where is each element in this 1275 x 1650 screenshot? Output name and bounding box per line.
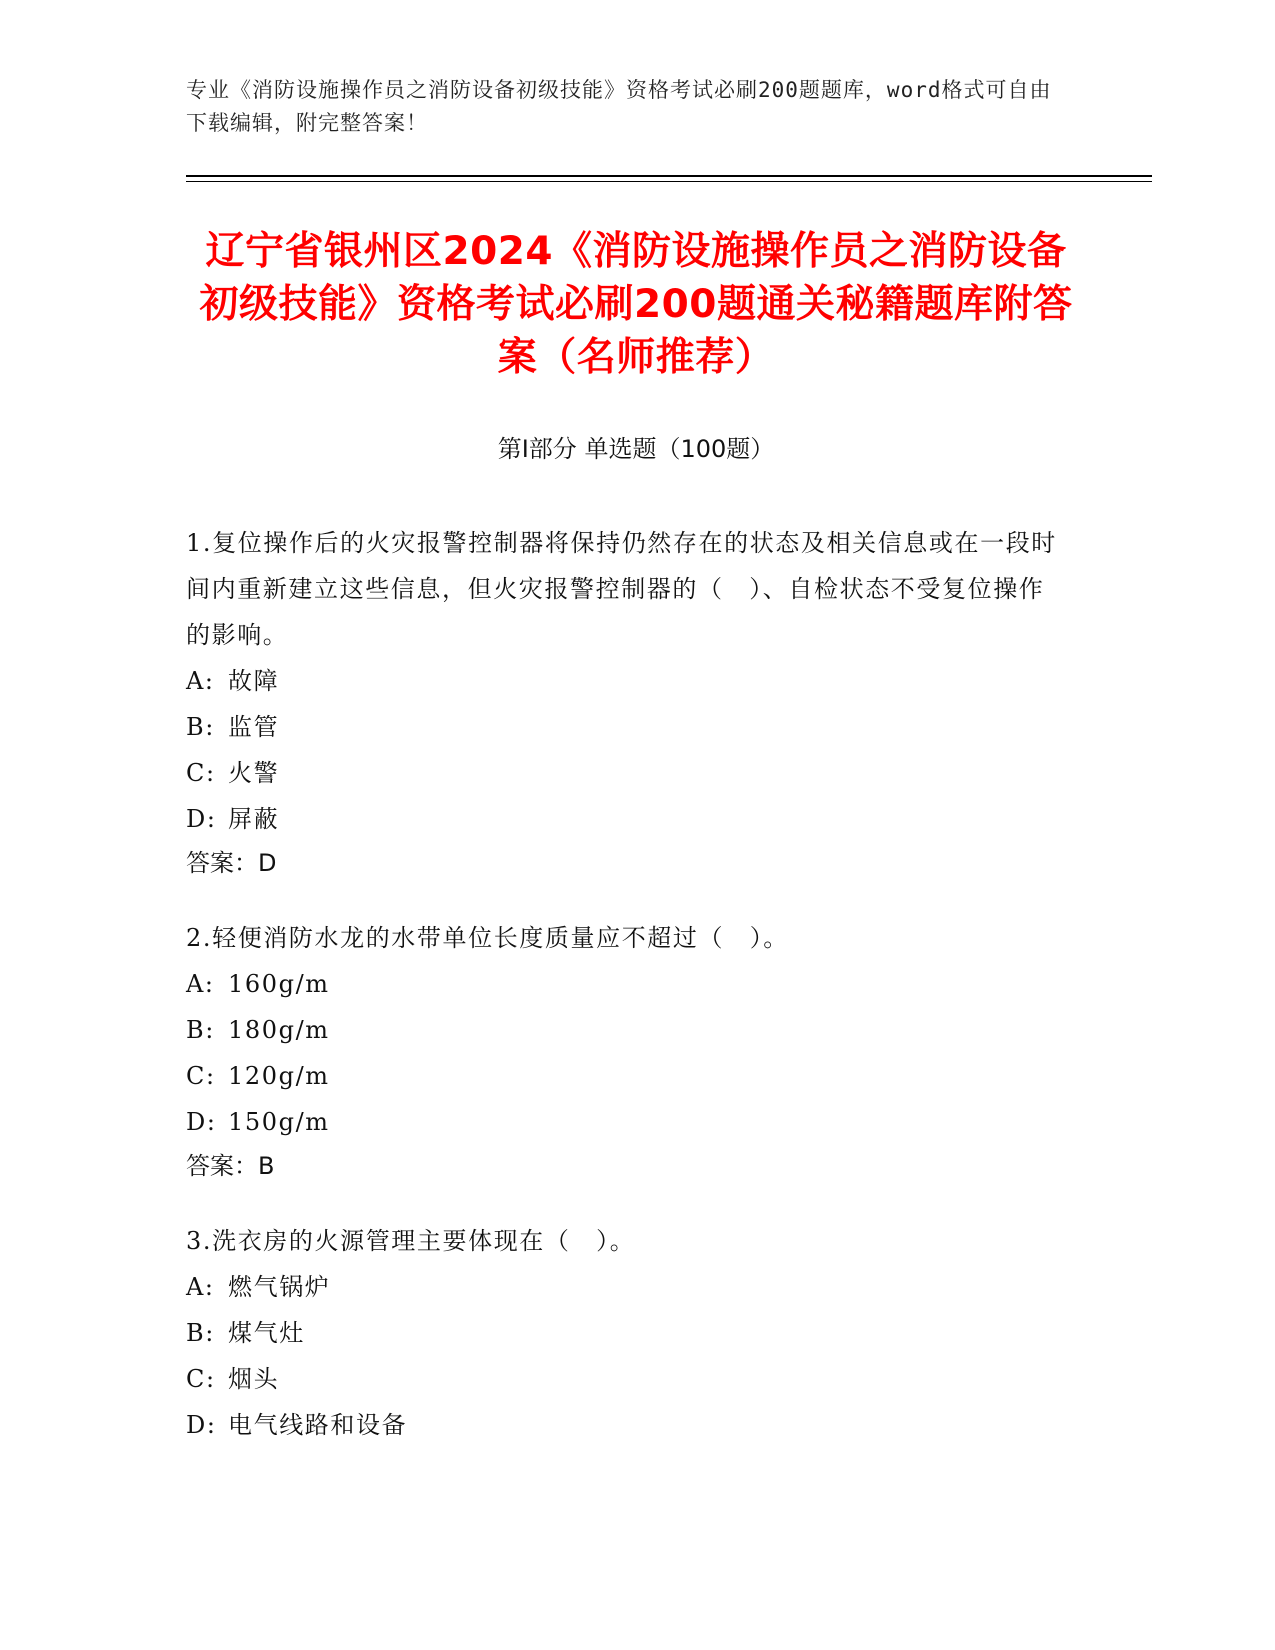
option-letter: B:	[186, 1319, 215, 1347]
question-2	[186, 915, 1066, 1187]
answer-value: B	[258, 1152, 275, 1180]
option-a	[186, 658, 1066, 704]
option-c	[186, 1053, 1066, 1099]
option-b	[186, 1007, 1066, 1053]
question-text: 3.洗衣房的火源管理主要体现在（ ）。	[186, 1227, 636, 1255]
option-text: 160g/m	[228, 970, 330, 998]
option-letter: A:	[186, 667, 215, 695]
question-list	[186, 520, 1066, 1479]
question-1	[186, 520, 1066, 884]
section-title: 第Ⅰ部分 单选题（100题）	[497, 435, 775, 463]
option-d	[186, 1402, 1066, 1448]
question-3	[186, 1218, 1066, 1448]
option-c	[186, 750, 1066, 796]
option-text: 煤气灶	[228, 1319, 305, 1347]
option-d	[186, 796, 1066, 842]
option-text: 烟头	[228, 1365, 280, 1393]
option-text: 电气线路和设备	[228, 1411, 408, 1439]
option-b	[186, 1310, 1066, 1356]
option-a	[186, 1264, 1066, 1310]
option-letter: D:	[186, 1108, 217, 1136]
option-text: 故障	[228, 667, 280, 695]
header-note: 专业《消防设施操作员之消防设备初级技能》资格考试必刷200题题库，word格式可自由下载编辑，附完整答案！	[186, 78, 1052, 135]
option-letter: C:	[186, 1365, 216, 1393]
option-letter: A:	[186, 970, 215, 998]
option-c	[186, 1356, 1066, 1402]
option-letter: B:	[186, 1016, 215, 1044]
answer-line	[186, 842, 1066, 884]
option-text: 火警	[228, 759, 280, 787]
answer-prefix: 答案：	[186, 849, 258, 877]
answer-value: D	[258, 849, 277, 877]
option-text: 120g/m	[228, 1062, 330, 1090]
option-text: 180g/m	[228, 1016, 330, 1044]
option-text: 150g/m	[228, 1108, 330, 1136]
answer-line	[186, 1145, 1066, 1187]
document-title: 辽宁省银州区2024《消防设施操作员之消防设备初级技能》资格考试必刷200题通关秘籍题库附答案（名师推荐）	[199, 229, 1073, 380]
header-rule-thick	[186, 175, 1152, 177]
option-b	[186, 704, 1066, 750]
answer-prefix: 答案：	[186, 1152, 258, 1180]
header-rule-thin	[186, 181, 1152, 182]
option-letter: D:	[186, 1411, 217, 1439]
option-letter: C:	[186, 1062, 216, 1090]
option-letter: B:	[186, 713, 215, 741]
question-text: 2.轻便消防水龙的水带单位长度质量应不超过（ ）。	[186, 924, 789, 952]
option-text: 屏蔽	[228, 805, 280, 833]
option-d	[186, 1099, 1066, 1145]
option-letter: D:	[186, 805, 217, 833]
question-text: 1.复位操作后的火灾报警控制器将保持仍然存在的状态及相关信息或在一段时间内重新建立这些信息，但火灾报警控制器的（ ）、自检状态不受复位操作的影响。	[186, 529, 1057, 649]
option-letter: C:	[186, 759, 216, 787]
option-text: 燃气锅炉	[228, 1273, 331, 1301]
option-letter: A:	[186, 1273, 215, 1301]
option-text: 监管	[228, 713, 280, 741]
option-a	[186, 961, 1066, 1007]
